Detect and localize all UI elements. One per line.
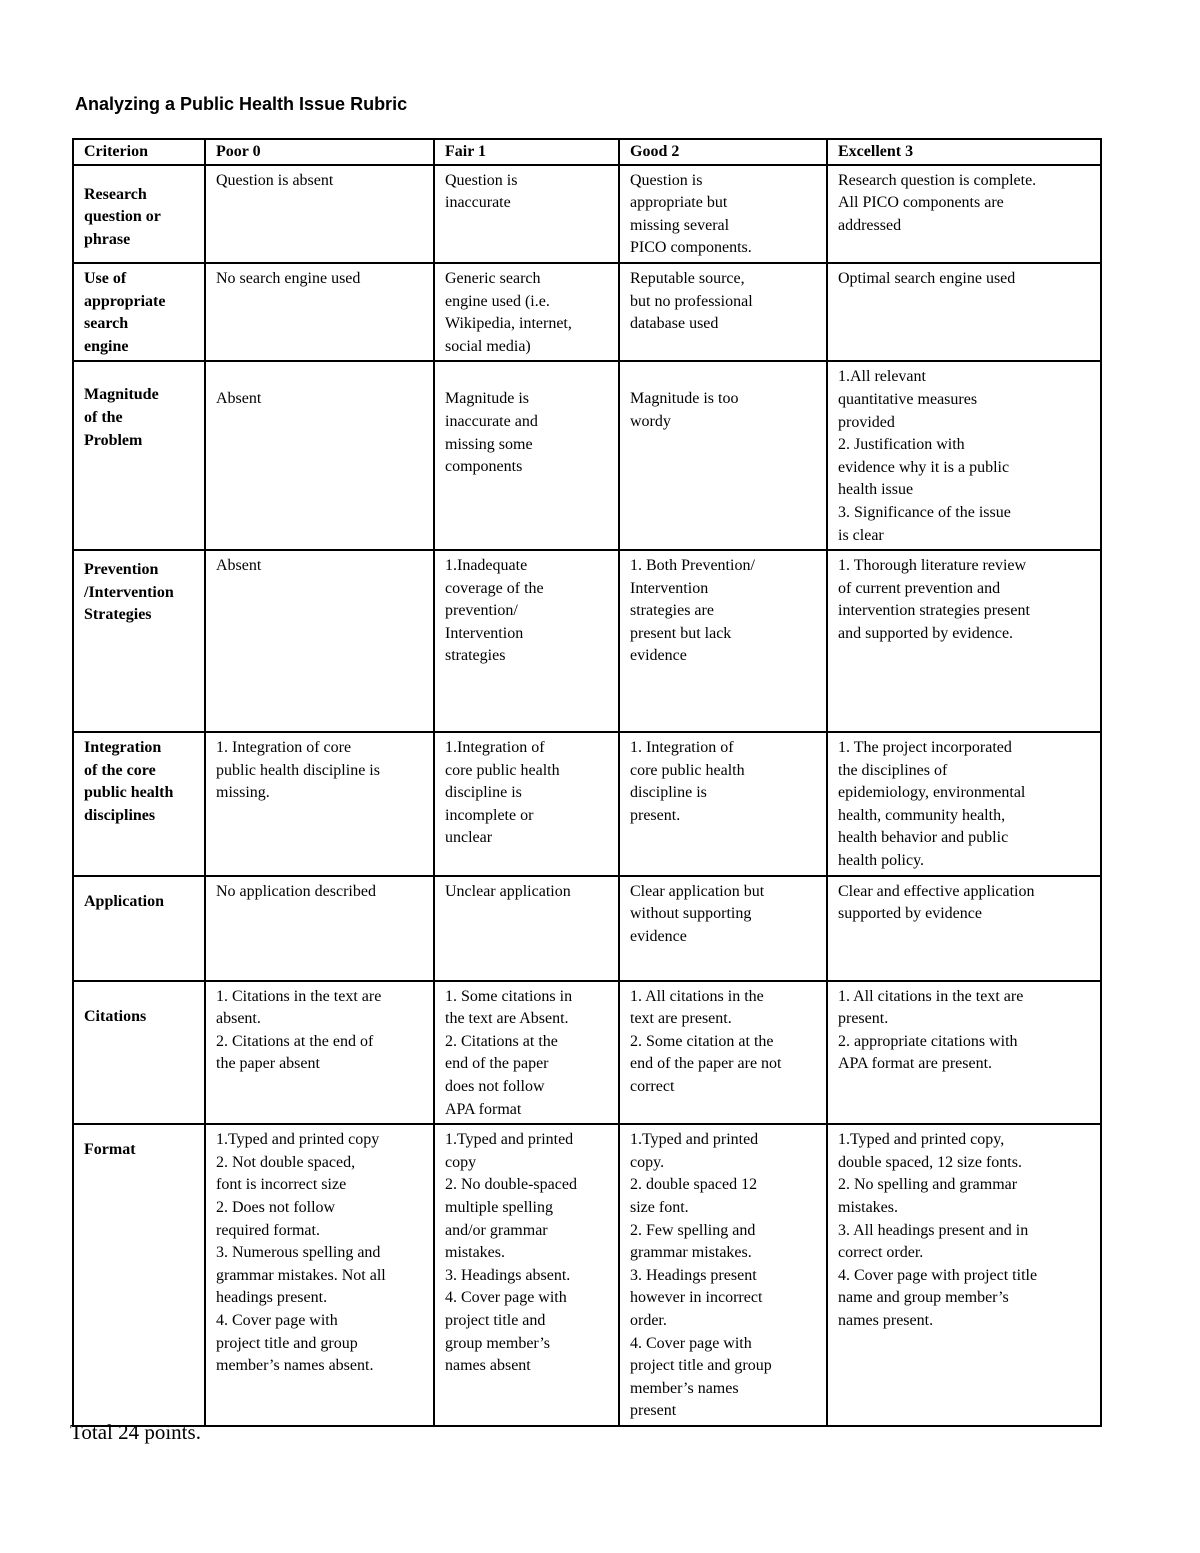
cell-line: 1.Typed and printed copy xyxy=(216,1131,380,1149)
cell-line: the disciplines of xyxy=(838,761,948,779)
cell-line: evidence xyxy=(630,927,687,945)
excellent-cell xyxy=(827,263,1101,361)
cell-line: 1. Some citations in xyxy=(445,987,573,1005)
excellent-cell xyxy=(827,550,1101,732)
cell-line: 1. Citations in the text are xyxy=(216,987,382,1005)
cell-line: incomplete or xyxy=(445,806,534,824)
cell-line: present xyxy=(630,1402,677,1420)
cell-line: correct xyxy=(630,1078,675,1096)
cell-line: 1. Integration of xyxy=(630,739,734,757)
cell-line: Research question is complete. xyxy=(838,171,1037,189)
cell-line: No search engine used xyxy=(216,269,361,287)
cell-line: 2. Not double spaced, xyxy=(216,1153,356,1171)
cell-line: multiple spelling xyxy=(445,1199,553,1216)
excellent-cell xyxy=(827,361,1101,550)
cell-line: No application described xyxy=(216,882,376,900)
cell-line: Clear and effective application xyxy=(838,882,1035,900)
fair-cell xyxy=(434,876,619,981)
header-row xyxy=(73,139,1101,165)
cell-line: addressed xyxy=(838,216,902,234)
cell-line: 3. Headings present xyxy=(630,1266,757,1284)
criterion-cell xyxy=(73,981,205,1125)
cell-line: of the core xyxy=(84,761,156,779)
table-row xyxy=(73,981,1101,1125)
criterion-cell xyxy=(73,876,205,981)
cell-line: double spaced, 12 size fonts. xyxy=(838,1153,1022,1171)
cell-line: core public health xyxy=(445,761,560,779)
cell-line: discipline is xyxy=(630,784,707,802)
fair-cell xyxy=(434,165,619,263)
cell-line: the paper absent xyxy=(216,1055,320,1073)
poor-cell xyxy=(205,1124,434,1426)
good-cell xyxy=(619,981,827,1125)
fair-cell xyxy=(434,1124,619,1426)
cell-line: health policy. xyxy=(838,852,925,870)
table-row xyxy=(73,550,1101,732)
cell-line: evidence why it is a public xyxy=(838,458,1010,476)
cell-line: unclear xyxy=(445,829,493,847)
cell-line: 1. Integration of core xyxy=(216,739,352,757)
cell-line: present. xyxy=(630,806,681,824)
excellent-cell xyxy=(827,876,1101,981)
table-row xyxy=(73,361,1101,550)
table-row xyxy=(73,263,1101,361)
cell-line: missing some xyxy=(445,435,533,453)
header-good: Good 2 xyxy=(619,139,827,165)
cell-line: project title and group xyxy=(630,1357,772,1375)
cell-line: and supported by evidence. xyxy=(838,624,1014,642)
cell-line: APA format are present. xyxy=(838,1055,993,1073)
cell-line: grammar mistakes. xyxy=(630,1244,752,1262)
table-row xyxy=(73,1124,1101,1426)
cell-line: 2. double spaced 12 xyxy=(630,1176,758,1194)
cell-line: 1.Inadequate xyxy=(445,557,528,575)
good-cell xyxy=(619,876,827,981)
cell-line: Strategies xyxy=(84,606,152,624)
cell-line: discipline is xyxy=(445,784,522,802)
cell-line: 1. The project incorporated xyxy=(838,739,1012,757)
cell-line: 1.All relevant xyxy=(838,368,926,386)
criterion-cell xyxy=(73,165,205,263)
cell-line: 3. Headings absent. xyxy=(445,1266,571,1284)
cell-line: wordy xyxy=(630,412,671,430)
cell-line: member’s names xyxy=(630,1379,739,1397)
cell-line: core public health xyxy=(630,761,745,779)
cell-line: and/or grammar xyxy=(445,1221,548,1239)
cell-line: engine used (i.e. xyxy=(445,292,550,310)
cell-line: strategies are xyxy=(630,602,714,620)
cell-line: however in incorrect xyxy=(630,1289,763,1307)
cell-line: PICO components. xyxy=(630,239,752,257)
cell-line: Format xyxy=(84,1141,136,1159)
cell-line: 3. Significance of the issue xyxy=(838,503,1011,521)
cell-line: public health xyxy=(84,784,174,802)
cell-line: copy xyxy=(445,1153,477,1171)
poor-cell xyxy=(205,876,434,981)
cell-line: of current prevention and xyxy=(838,579,1001,597)
excellent-cell xyxy=(827,732,1101,876)
good-cell xyxy=(619,732,827,876)
cell-line: does not follow xyxy=(445,1078,545,1096)
cell-line: 4. Cover page with project title xyxy=(838,1266,1038,1284)
fair-cell xyxy=(434,550,619,732)
cell-line: Magnitude xyxy=(84,386,159,404)
cell-line: copy. xyxy=(630,1153,665,1171)
cell-line: 2. Does not follow xyxy=(216,1199,336,1216)
cell-line: Application xyxy=(84,892,165,910)
cell-line: inaccurate and xyxy=(445,412,538,430)
cell-line: present but lack xyxy=(630,624,732,642)
cell-line: project title and group xyxy=(216,1334,358,1352)
cell-line: Question is absent xyxy=(216,171,334,189)
cell-line: absent. xyxy=(216,1010,261,1028)
cell-line: is clear xyxy=(838,526,884,544)
cell-line: coverage of the xyxy=(445,579,544,597)
cell-line: 1.Typed and printed xyxy=(445,1131,574,1149)
cell-line: Use of xyxy=(84,269,127,287)
cell-line: required format. xyxy=(216,1221,320,1239)
cell-line: public health discipline is xyxy=(216,761,380,779)
cell-line: headings present. xyxy=(216,1289,328,1307)
cell-line: 1.Typed and printed copy, xyxy=(838,1131,1005,1149)
rubric-table xyxy=(72,138,1102,1427)
table-row xyxy=(73,732,1101,876)
cell-line: group member’s xyxy=(445,1334,551,1352)
total-points: Total 24 points. xyxy=(70,1420,201,1444)
cell-line: Question is xyxy=(630,171,703,189)
cell-line: health issue xyxy=(838,481,914,499)
cell-line: order. xyxy=(630,1311,667,1329)
cell-line: engine xyxy=(84,337,129,355)
poor-cell xyxy=(205,550,434,732)
poor-cell xyxy=(205,165,434,263)
cell-line: mistakes. xyxy=(445,1244,505,1262)
cell-line: Magnitude is xyxy=(445,390,529,408)
cell-line: member’s names absent. xyxy=(216,1357,374,1375)
cell-line: APA format xyxy=(445,1100,522,1118)
cell-line: Citations xyxy=(84,1007,147,1025)
cell-line: Problem xyxy=(84,431,143,449)
cell-line: 2. appropriate citations with xyxy=(838,1032,1018,1050)
cell-line: project title and xyxy=(445,1311,546,1329)
cell-line: search xyxy=(84,315,129,333)
cell-line: appropriate but xyxy=(630,194,728,212)
fair-cell xyxy=(434,263,619,361)
cell-line: evidence xyxy=(630,647,687,665)
cell-line: Absent xyxy=(216,557,262,575)
cell-line: of the xyxy=(84,408,123,426)
cell-line: health, community health, xyxy=(838,806,1006,824)
cell-line: 3. Numerous spelling and xyxy=(216,1244,381,1262)
cell-line: database used xyxy=(630,315,719,333)
good-cell xyxy=(619,165,827,263)
cell-line: Magnitude is too xyxy=(630,390,739,408)
cell-line: but no professional xyxy=(630,292,753,310)
cell-line: provided xyxy=(838,413,895,431)
cell-line: Integration xyxy=(84,739,162,757)
criterion-cell xyxy=(73,263,205,361)
cell-line: 1.Typed and printed xyxy=(630,1131,759,1149)
good-cell xyxy=(619,550,827,732)
cell-line: intervention strategies present xyxy=(838,602,1030,620)
cell-line: components xyxy=(445,458,523,476)
good-cell xyxy=(619,1124,827,1426)
cell-line: Clear application but xyxy=(630,882,765,900)
cell-line: supported by evidence xyxy=(838,905,982,923)
cell-line: strategies xyxy=(445,647,506,665)
cell-line: font is incorrect size xyxy=(216,1176,347,1194)
cell-line: size font. xyxy=(630,1199,689,1216)
cell-line: phrase xyxy=(84,230,131,248)
cell-line: question or xyxy=(84,208,161,226)
cell-line: Unclear application xyxy=(445,882,571,900)
header-fair: Fair 1 xyxy=(434,139,619,165)
cell-line: 2. Some citation at the xyxy=(630,1032,774,1050)
excellent-cell xyxy=(827,1124,1101,1426)
criterion-cell xyxy=(73,361,205,550)
cell-line: 2. Justification with xyxy=(838,436,965,454)
cell-line: 2. No double-spaced xyxy=(445,1176,577,1194)
table-row xyxy=(73,165,1101,263)
poor-cell xyxy=(205,361,434,550)
header-criterion: Criterion xyxy=(73,139,205,165)
cell-line: Reputable source, xyxy=(630,269,745,287)
cell-line: Intervention xyxy=(630,579,709,597)
cell-line: 1. Thorough literature review xyxy=(838,557,1027,575)
cell-line: grammar mistakes. Not all xyxy=(216,1266,386,1284)
cell-line: inaccurate xyxy=(445,194,511,212)
excellent-cell xyxy=(827,165,1101,263)
cell-line: Wikipedia, internet, xyxy=(445,315,572,333)
cell-line: 2. Citations at the xyxy=(445,1032,558,1050)
cell-line: mistakes. xyxy=(838,1199,898,1216)
cell-line: 4. Cover page with xyxy=(630,1334,752,1352)
cell-line: the text are Absent. xyxy=(445,1010,569,1028)
header-poor: Poor 0 xyxy=(205,139,434,165)
cell-line: health behavior and public xyxy=(838,829,1009,847)
cell-line: Prevention xyxy=(84,561,159,579)
cell-line: text are present. xyxy=(630,1010,732,1028)
excellent-cell xyxy=(827,981,1101,1125)
cell-line: social media) xyxy=(445,337,531,355)
cell-line: without supporting xyxy=(630,905,752,923)
cell-line: quantitative measures xyxy=(838,390,978,408)
poor-cell xyxy=(205,732,434,876)
criterion-cell xyxy=(73,550,205,732)
fair-cell xyxy=(434,732,619,876)
document-title: Analyzing a Public Health Issue Rubric xyxy=(75,94,408,114)
cell-line: All PICO components are xyxy=(838,194,1004,212)
criterion-cell xyxy=(73,1124,205,1426)
cell-line: names absent xyxy=(445,1357,531,1375)
cell-line: 1. All citations in the text are xyxy=(838,987,1024,1005)
cell-line: missing several xyxy=(630,216,730,234)
cell-line: 2. Few spelling and xyxy=(630,1221,756,1239)
cell-line: Absent xyxy=(216,390,262,408)
header-excellent: Excellent 3 xyxy=(827,139,1101,165)
cell-line: appropriate xyxy=(84,292,166,310)
cell-line: disciplines xyxy=(84,806,156,824)
cell-line: 1.Integration of xyxy=(445,739,545,757)
cell-line: 1. All citations in the xyxy=(630,987,764,1005)
criterion-cell xyxy=(73,732,205,876)
cell-line: 2. Citations at the end of xyxy=(216,1032,374,1050)
cell-line: present. xyxy=(838,1010,889,1028)
cell-line: end of the paper xyxy=(445,1055,549,1073)
cell-line: end of the paper are not xyxy=(630,1055,782,1073)
cell-line: missing. xyxy=(216,784,270,802)
cell-line: names present. xyxy=(838,1311,934,1329)
cell-line: 1. Both Prevention/ xyxy=(630,557,755,575)
cell-line: name and group member’s xyxy=(838,1289,1009,1307)
table-row xyxy=(73,876,1101,981)
poor-cell xyxy=(205,981,434,1125)
good-cell xyxy=(619,263,827,361)
cell-line: epidemiology, environmental xyxy=(838,784,1026,802)
cell-line: 3. All headings present and in xyxy=(838,1221,1029,1239)
cell-line: /Intervention xyxy=(84,583,174,601)
fair-cell xyxy=(434,361,619,550)
good-cell xyxy=(619,361,827,550)
cell-line: Intervention xyxy=(445,624,524,642)
cell-line: Question is xyxy=(445,171,518,189)
cell-line: Optimal search engine used xyxy=(838,269,1016,287)
cell-line: 4. Cover page with xyxy=(445,1289,567,1307)
fair-cell xyxy=(434,981,619,1125)
poor-cell xyxy=(205,263,434,361)
cell-line: prevention/ xyxy=(445,602,518,620)
cell-line: 2. No spelling and grammar xyxy=(838,1176,1018,1194)
cell-line: Research xyxy=(84,185,147,203)
cell-line: Generic search xyxy=(445,269,541,287)
cell-line: correct order. xyxy=(838,1244,924,1262)
cell-line: 4. Cover page with xyxy=(216,1311,338,1329)
